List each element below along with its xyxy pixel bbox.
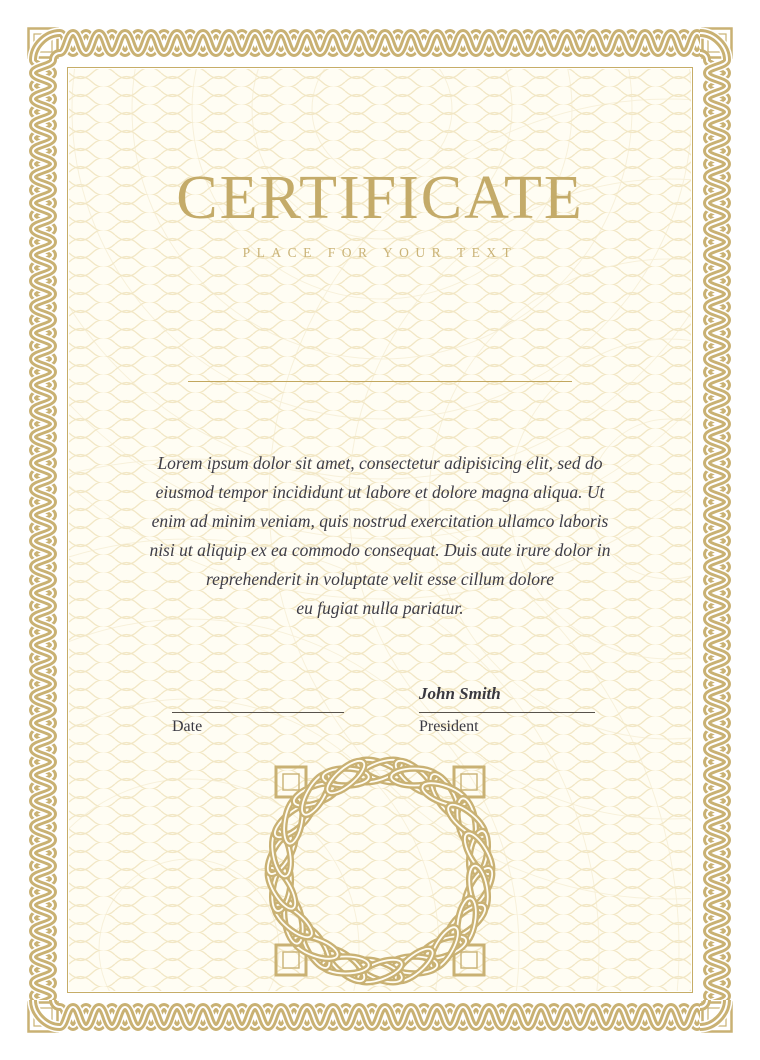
president-label: President (419, 718, 479, 735)
body-line: nisi ut aliquip ex ea commodo consequat. Duis aute irure dolor in (149, 540, 611, 560)
divider-line (188, 381, 572, 382)
signer-name: John Smith (419, 684, 501, 703)
body-line: Lorem ipsum dolor sit amet, consectetur adipisicing elit, sed do (157, 453, 603, 473)
body-line: eiusmod tempor incididunt ut labore et dolore magna aliqua. Ut (155, 482, 605, 502)
president-signature-line (419, 712, 595, 736)
body-line: enim ad minim veniam, quis nostrud exercitation ullamco laboris (151, 511, 609, 531)
body-line: reprehenderit in voluptate velit esse cillum dolore (206, 569, 554, 589)
certificate-body (140, 449, 620, 623)
certificate-subtitle: PLACE FOR YOUR TEXT (242, 245, 518, 260)
seal-wreath (262, 753, 498, 989)
body-line: eu fugiat nulla pariatur. (296, 598, 464, 618)
certificate-title: CERTIFICATE (176, 164, 584, 232)
date-label: Date (172, 718, 203, 735)
date-signature-line (172, 712, 344, 736)
